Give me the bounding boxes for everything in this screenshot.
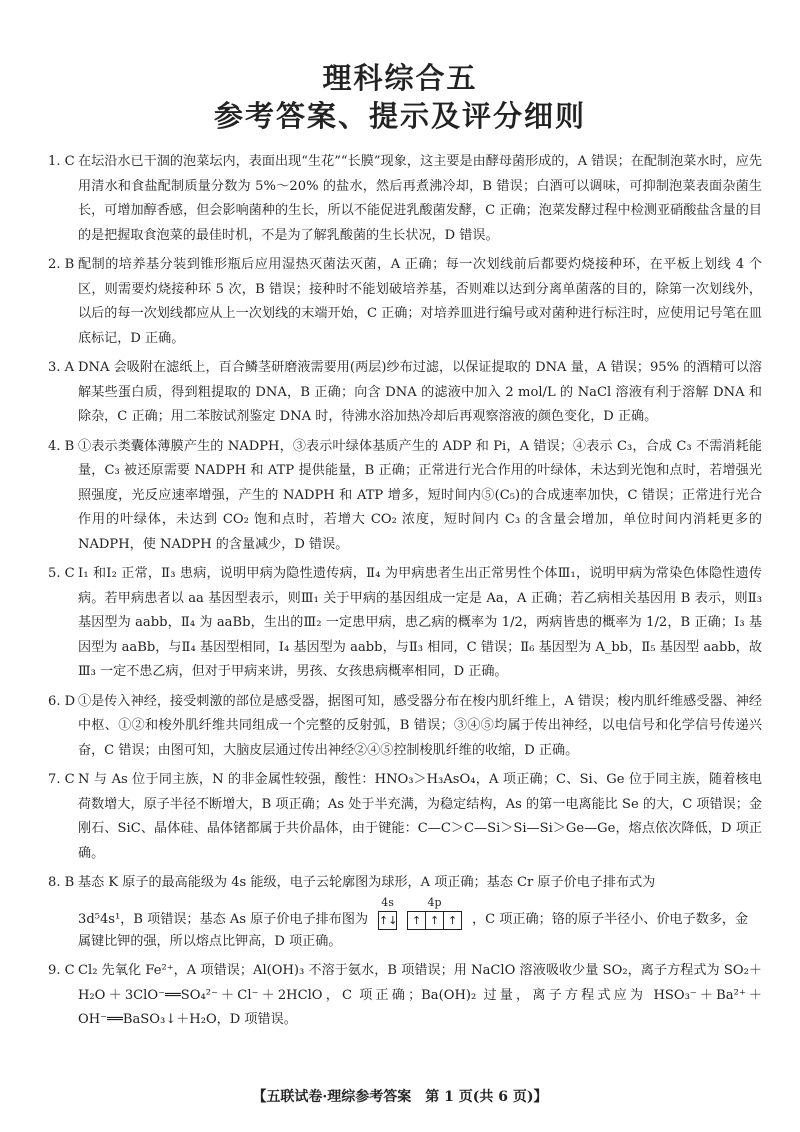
answer-explanation: Ⅰ₁ 和Ⅰ₂ 正常，Ⅱ₃ 患病，说明甲病为隐性遗传病，Ⅱ₄ 为甲病患者生出正常男性个体Ⅲ₁，说明甲病为常染色体隐性遗传病。若甲病患者以 aa 基因型表示，则Ⅲ₁ 关于甲病的基因组成一定是 Aa，A 正确；若乙病相关基因用 B 表示，则Ⅱ₃ 基因型为 aabb，Ⅱ₄ 为 aaBb，生出的Ⅲ₂ 一定患甲病，患乙病的概率为 1/2，两病皆患的概率为 1/2，B 正确；Ⅰ₃ 基因型为 aaBb，与Ⅱ₄ 基因型相同，Ⅰ₄ 基因型为 aabb，与Ⅱ₃ 相同，C 错误；Ⅱ₆ 基因型为 A_bb，Ⅱ₅ 基因型 aabb，故Ⅲ₃ 一定不患乙病，但对于甲病来讲，男孩、女孩患病概率相同，D 正确。 — [78, 566, 762, 679]
answer-number: 7. C — [48, 772, 75, 787]
answer-item-4 — [48, 435, 762, 558]
orbital-4p-group — [407, 897, 462, 930]
answer-explanation: 基态 K 原子的最高能级为 4s 能级，电子云轮廓图为球形，A 项正确；基态 Cr 原子价电子排布式为 — [78, 875, 656, 890]
answer-item-7 — [48, 768, 762, 866]
orbital-box: ↑ — [408, 912, 426, 929]
answer-number: 4. B — [48, 438, 75, 454]
orbital-box: ↑↓ — [379, 913, 398, 927]
orbital-box: ↑ — [447, 913, 458, 927]
answer-item-2 — [48, 253, 762, 351]
answer-explanation: N 与 As 位于同主族，N 的非金属性较强，酸性：HNO₃＞H₃AsO₄，A 项正确；C、Si、Ge 位于同主族，随着核电荷数增大，原子半径不断增大，B 项正确；As 处于半充满，为稳定结构，As 的第一电离能比 Se 的大，C 项错误；金刚石、SiC、晶体硅、晶体锗都属于共价晶体，由于键能：C—C＞C—Si＞Si—Si＞Ge—Ge，熔点依次降低，D 项正确。 — [78, 772, 762, 861]
answer-item-9 — [48, 959, 762, 1033]
orbital-4p-boxes — [407, 911, 462, 930]
orbital-box: ↑ — [426, 912, 444, 929]
orbital-prefix-text: 3d⁵4s¹，B 项错误；基态 As 原子价电子排布图为 — [78, 911, 369, 927]
answer-explanation: ①是传入神经，接受刺激的部位是感受器，据图可知，感受器分布在梭内肌纤维上，A 错误；梭内肌纤维感受器、神经中枢、①②和梭外肌纤维共同组成一个完整的反射弧，B 错误；③④⑤均属于传出神经，以电信号和化学信号传递兴奋，C 错误；由图可知，大脑皮层通过传出神经②④⑤控制梭肌纤维的收缩，D 正确。 — [78, 693, 762, 758]
page-title: 理科综合五 — [322, 61, 478, 95]
answer-explanation-continued: 属键比钾的强，所以熔点比钾高，D 项正确。 — [78, 933, 342, 949]
orbital-4s-boxes — [378, 911, 397, 930]
orbital-4s-label: 4s — [381, 895, 394, 909]
answer-number: 8. B — [48, 875, 75, 890]
answer-explanation: 在坛沿水已干涸的泡菜坛内，表面出现“生花”“长膜”现象，这主要是由酵母菌形成的，A 错误；在配制泡菜水时，应先用清水和食盐配制质量分数为 5%～20% 的盐水，然后再煮沸冷却，B 错误；白酒可以调味，可抑制泡菜表面杂菌生长，可增加醇香感，但会影响菌种的生长，所以不能促进乳酸菌发酵，C 正确；泡菜发酵过程中检测亚硝酸盐含量的目的是把握取食泡菜的最佳时机，不是为了解乳酸菌的生长状况，D 错误。 — [78, 154, 762, 243]
page-subtitle: 参考答案、提示及评分细则 — [213, 99, 586, 133]
answer-number: 1. C — [48, 154, 75, 169]
answer-item-8 — [48, 871, 762, 954]
answer-explanation: 配制的培养基分装到锥形瓶后应用湿热灭菌法灭菌，A 正确；每一次划线前后都要灼烧接种环，在平板上划线 4 个区，则需要灼烧接种环 5 次，B 错误；接种时不能划破培养基，否则难以达到分离单菌落的目的，除第一次划线外，以后的每一次划线都应从上一次划线的末端开始，C 正确；对培养皿进行编号或对菌种进行标注时，应使用记号笔在皿底标记，D 正确。 — [78, 257, 762, 346]
answer-explanation: DNA 会吸附在滤纸上，百合鳞茎研磨液需要用(两层)纱布过滤，以保证提取的 DNA 量，A 错误；95% 的酒精可以溶解某些蛋白质，得到粗提取的 DNA，B 正确；向含 DNA 的滤液中加入 2 mol/L 的 NaCl 溶液有利于溶解 DNA 和除杂，C 正确；用二苯胺试剂鉴定 DNA 时，待沸水浴加热冷却后再观察溶液的颜色变化，D 正确。 — [78, 360, 762, 424]
orbital-4s-group — [378, 897, 397, 930]
answer-number: 3. A — [48, 360, 75, 375]
orbital-4p-label: 4p — [427, 895, 442, 909]
page-footer: 【五联试卷·理综参考答案 第 1 页(共 6 页)】 — [252, 1089, 548, 1105]
answer-item-3 — [48, 356, 762, 430]
answer-number: 2. B — [48, 257, 75, 272]
orbital-diagram-line — [78, 896, 762, 930]
answer-item-5 — [48, 562, 762, 685]
orbital-suffix-text: ，C 项正确；铬的原子半径小、价电子数多，金 — [472, 911, 749, 927]
answer-number: 9. C — [48, 963, 75, 978]
answer-item-6 — [48, 690, 762, 764]
answer-number: 5. C — [48, 566, 75, 581]
answer-item-1 — [48, 150, 762, 248]
answer-list — [48, 150, 762, 1038]
answer-explanation: Cl₂ 先氧化 Fe²⁺，A 项错误；Al(OH)₃ 不溶于氨水，B 项错误；用 NaClO 溶液吸收少量 SO₂，离子方程式为 SO₂＋H₂O＋3ClO⁻══SO₄²⁻＋Cl⁻＋2HClO，C 项正确；Ba(OH)₂ 过量，离子方程式应为 HSO₃⁻＋Ba²⁺＋OH⁻══BaSO₃↓＋H₂O，D 项错误。 — [78, 963, 762, 1027]
answer-explanation: ①表示类囊体薄膜产生的 NADPH，③表示叶绿体基质产生的 ADP 和 Pi，A 错误；④表示 C₃，合成 C₃ 不需消耗能量，C₃ 被还原需要 NADPH 和 ATP 提供能量，B 正确；正常进行光合作用的叶绿体，未达到光饱和点时，若增强光照强度，光反应速率增强，产生的 NADPH 和 ATP 增多，短时间内⑤(C₅)的合成速率加快，C 错误；正常进行光合作用的叶绿体，未达到 CO₂ 饱和点时，若增大 CO₂ 浓度，短时间内 C₃ 的含量会增加，单位时间内消耗更多的 NADPH，使 NADPH 的含量减少，D 错误。 — [78, 438, 762, 552]
answer-number: 6. D — [48, 693, 76, 709]
